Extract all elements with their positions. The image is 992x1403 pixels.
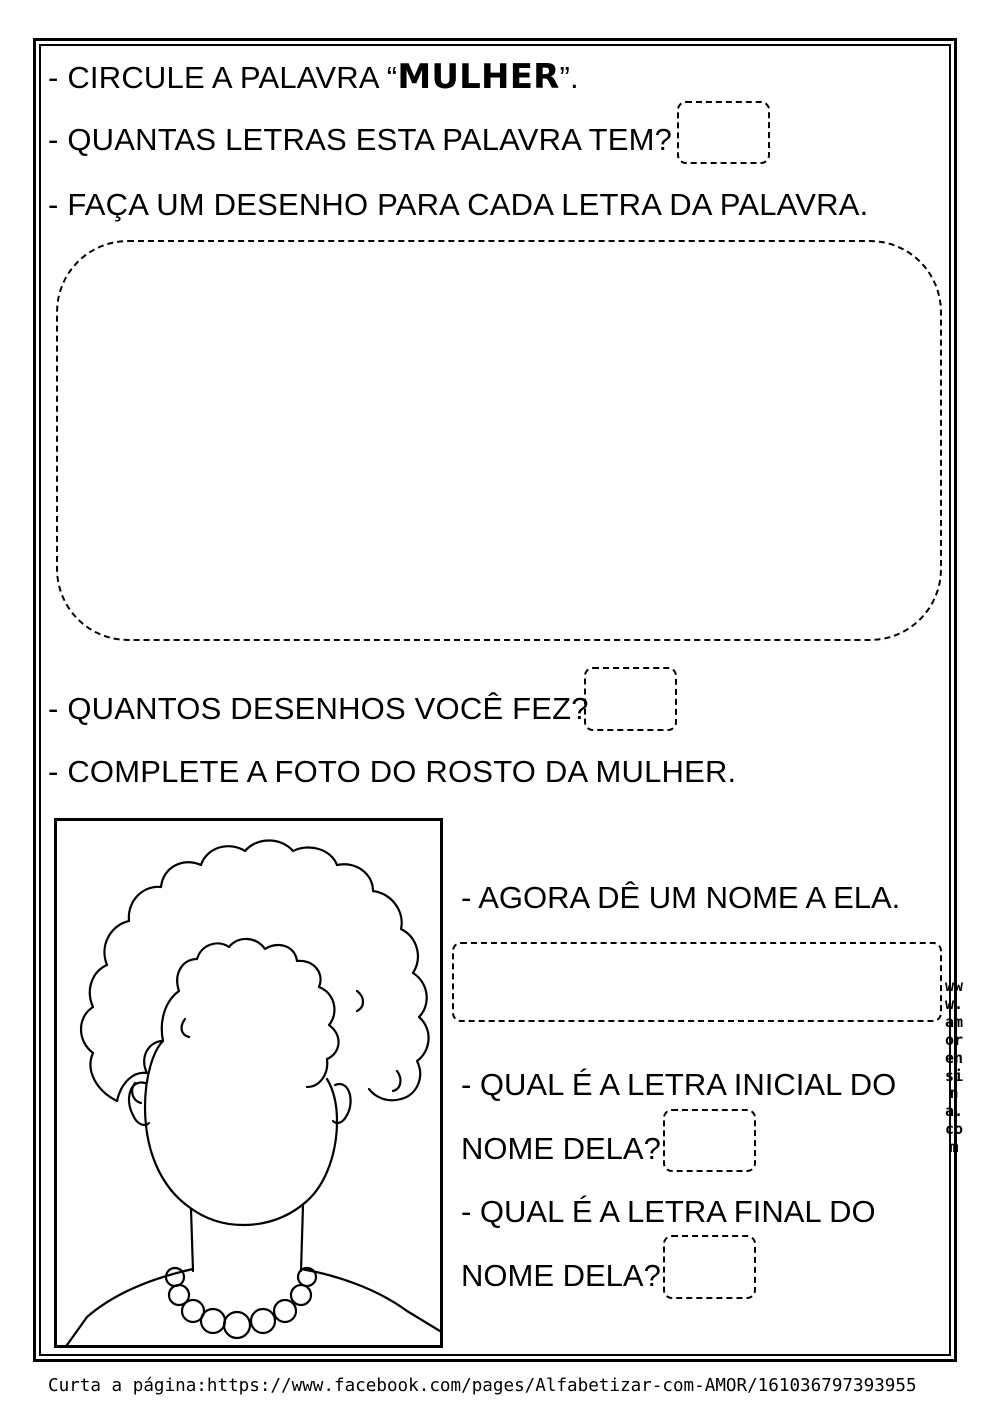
circle-word-prefix: - CIRCULE A PALAVRA “ (48, 60, 398, 95)
circle-word-instruction (48, 57, 579, 97)
footer-facebook-link[interactable]: Curta a página:https://www.facebook.com/pages/Alfabetizar-com-AMOR/161036797393955 (48, 1376, 917, 1396)
drawing-area-box[interactable] (56, 240, 942, 641)
vertical-watermark: www.amorensina.com (944, 977, 964, 1157)
final-letter-question-line1: - QUAL É A LETRA FINAL DO (461, 1194, 876, 1229)
drawings-question: - QUANTOS DESENHOS VOCÊ FEZ? (48, 691, 589, 726)
initial-letter-answer-box[interactable] (663, 1109, 756, 1172)
initial-letter-question-line2: NOME DELA? (461, 1131, 661, 1166)
letters-question: - QUANTAS LETRAS ESTA PALAVRA TEM? (48, 122, 673, 157)
woman-face-outline-icon (57, 821, 440, 1345)
letters-count-answer-box[interactable] (677, 101, 770, 164)
final-letter-question-line2: NOME DELA? (461, 1258, 661, 1293)
initial-letter-question-line1: - QUAL É A LETRA INICIAL DO (461, 1067, 897, 1102)
complete-photo-instruction: - COMPLETE A FOTO DO ROSTO DA MULHER. (48, 754, 737, 789)
draw-instruction: - FAÇA UM DESENHO PARA CADA LETRA DA PALAVRA. (48, 187, 869, 222)
final-letter-answer-box[interactable] (663, 1235, 756, 1299)
drawings-count-answer-box[interactable] (584, 667, 677, 731)
give-name-question: - AGORA DÊ UM NOME A ELA. (461, 880, 901, 915)
name-answer-box[interactable] (452, 942, 942, 1022)
circle-word-suffix: ”. (559, 60, 579, 95)
woman-face-illustration-frame (54, 818, 443, 1348)
circle-word-target: MULHER (397, 57, 560, 97)
